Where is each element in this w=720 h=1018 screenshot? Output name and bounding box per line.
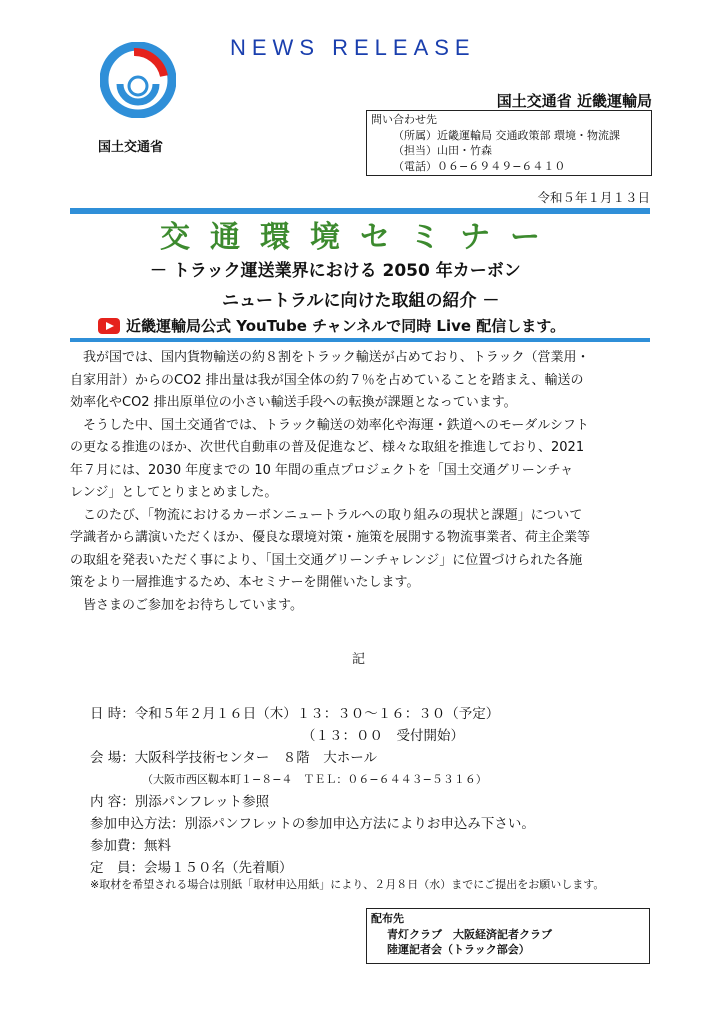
- distribution-box: [366, 908, 650, 964]
- contact-heading: 問い合わせ先: [371, 113, 437, 126]
- contact-phone: （電話）０６−６９４９−６４１０: [393, 159, 566, 173]
- detail-content: 内 容：別添パンフレット参照: [90, 794, 270, 810]
- distribution-heading: 配布先: [371, 912, 404, 925]
- distribution-line2: 陸運記者会（トラック部会）: [387, 943, 530, 956]
- contact-person: （担当）山田・竹森: [393, 144, 492, 157]
- body-line: 自家用計）からのCO2 排出量は我が国全体の約７％を占めていることを踏まえ、輸送の: [70, 372, 584, 388]
- seminar-title: 交通環境セミナー: [160, 220, 560, 255]
- body-line: 皆さまのご参加をお待ちしています。: [70, 597, 303, 613]
- press-note: ※取材を希望される場合は別紙「取材申込用紙」により、２月８日（水）までにご提出をお願いします。: [90, 878, 605, 891]
- contact-box: [366, 110, 652, 176]
- detail-capacity: 定 員：会場１５０名（先着順）: [90, 860, 293, 876]
- youtube-notice-text: 近畿運輸局公式 YouTube チャンネルで同時 Live 配信します。: [126, 317, 566, 335]
- ki-marker: 記: [352, 652, 366, 667]
- body-line: 年７月には、2030 年度までの 10 年間の重点プロジェクトを「国土交通グリーンチャ: [70, 462, 574, 478]
- event-details: [90, 703, 535, 879]
- body-line: 効率化やCO2 排出原単位の小さい輸送手段への転換が課題となっています。: [70, 395, 517, 410]
- title-bottom-bar: [70, 338, 650, 342]
- body-line: そうした中、国土交通省では、トラック輸送の効率化や海運・鉄道へのモーダルシフト: [70, 417, 589, 433]
- detail-venue: 会 場：大阪科学技術センター ８階 大ホール: [90, 750, 377, 766]
- body-text: [70, 347, 660, 617]
- seminar-subtitle-line2: ニュートラルに向けた取組の紹介 －: [222, 291, 500, 311]
- release-date: 令和５年１月１３日: [537, 190, 650, 205]
- body-line: 我が国では、国内貨物輸送の約８割をトラック輸送が占めており、トラック（営業用・: [70, 350, 590, 365]
- detail-application: 参加申込方法：別添パンフレットの参加申込方法によりお申込み下さい。: [90, 816, 535, 832]
- detail-fee: 参加費：無料: [90, 838, 171, 854]
- distribution-line1: 青灯クラブ 大阪経済記者クラブ: [387, 927, 552, 941]
- bureau-name: 国土交通省 近畿運輸局: [496, 92, 652, 110]
- youtube-notice: [98, 315, 565, 336]
- contact-affiliation: （所属）近畿運輸局 交通政策部 環境・物流課: [393, 128, 620, 142]
- body-line: の取組を発表いただく事により、「国土交通グリーンチャレンジ」に位置づけられた各施: [70, 552, 583, 568]
- body-line: 学識者から講演いただくほか、優良な環境対策・施策を展開する物流事業者、荷主企業等: [70, 530, 591, 545]
- ministry-logo-label: 国土交通省: [98, 140, 164, 155]
- body-line: レンジ」としてとりまとめました。: [70, 485, 278, 500]
- seminar-subtitle-line1: － トラック運送業界における 2050 年カーボン: [150, 261, 521, 281]
- body-line: このたび、「物流におけるカーボンニュートラルへの取り組みの現状と課題」について: [70, 507, 583, 523]
- body-line: の更なる推進のほか、次世代自動車の普及促進など、様々な取組を推進しており、2021: [70, 440, 585, 455]
- news-release-title: NEWS RELEASE: [230, 35, 476, 60]
- detail-datetime: 日 時：令和５年２月１６日（木）１３：３０～１６：３０（予定）: [90, 706, 500, 722]
- ministry-logo-icon: [100, 42, 176, 118]
- youtube-play-icon: [98, 318, 120, 334]
- body-line: 策をより一層推進するため、本セミナーを開催いたします。: [70, 575, 420, 590]
- detail-reception: （１３：００ 受付開始）: [302, 728, 464, 744]
- detail-address: （大阪市西区靱本町１−８−４ ＴＥＬ：０６−６４４３−５３１６）: [142, 773, 487, 786]
